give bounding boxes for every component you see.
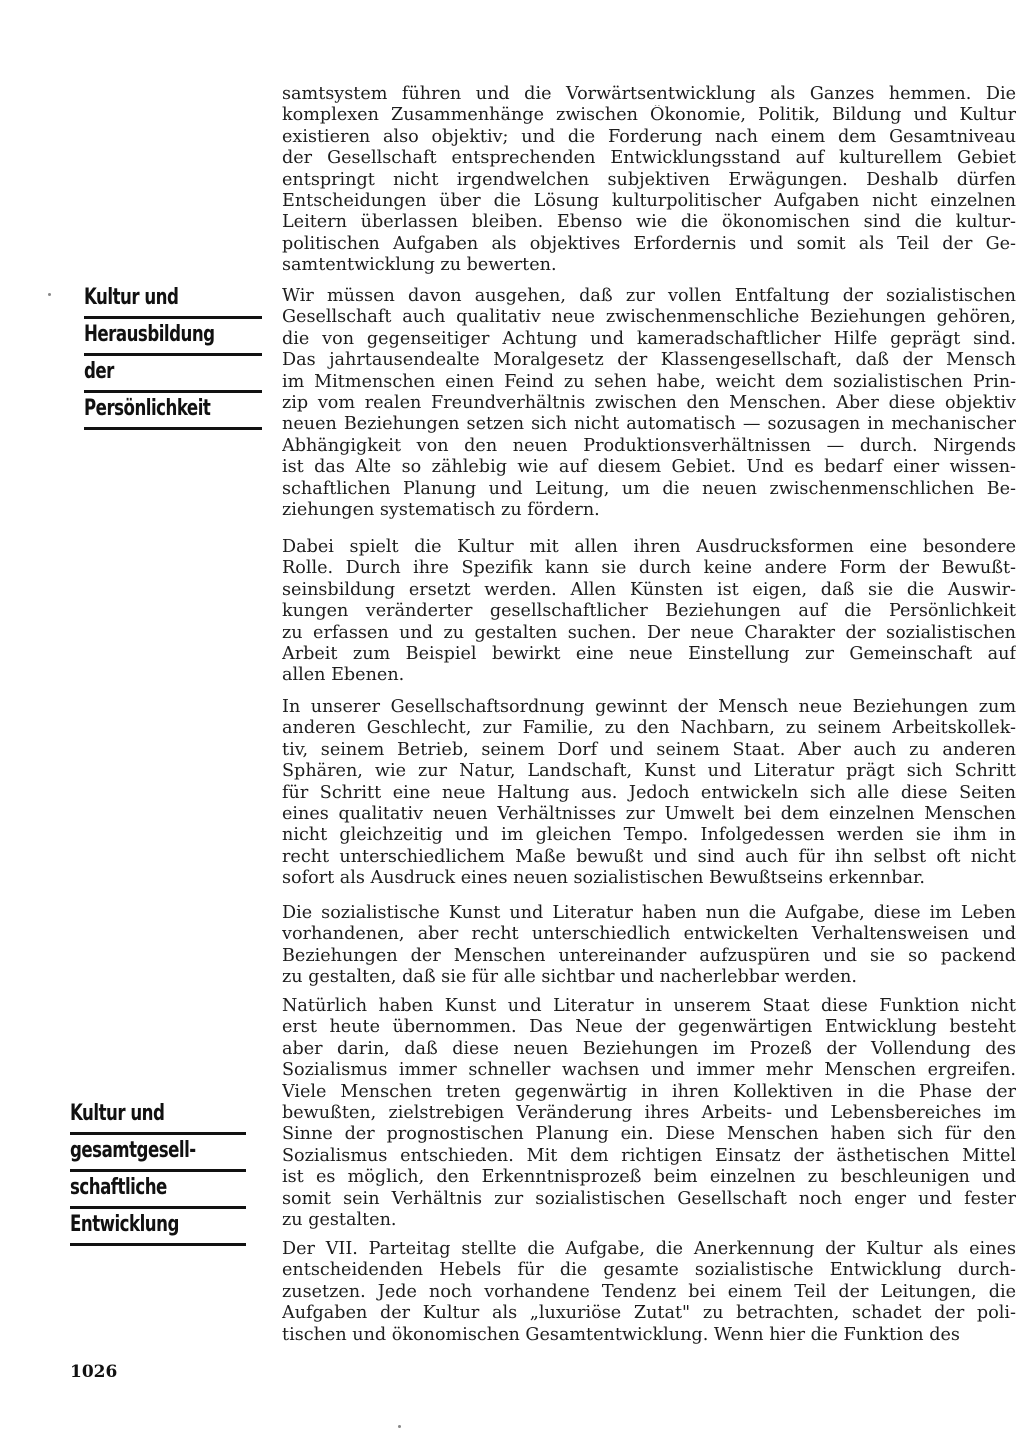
- text-line: Arbeit zum Beispiel bewirkt eine neue Einstellung zur Gemeinschaft auf: [282, 643, 1016, 664]
- page-number: 1026: [70, 1362, 118, 1382]
- text-line: Sozialismus entschieden. Mit dem richtigen Einsatz der ästhetischen Mittel: [282, 1145, 1016, 1166]
- margin-heading-line: Entwicklung: [70, 1212, 179, 1237]
- text-line: recht unterschiedlichem Maße bewußt und sind auch für ihn selbst oft nicht: [282, 846, 1016, 867]
- text-line: Wir müssen davon ausgehen, daß zur vollen Entfaltung der sozialistischen: [282, 286, 1016, 306]
- text-line: zu gestalten, daß sie für alle sichtbar und nacherlebbar werden.: [282, 967, 857, 988]
- text-line: Sphären, wie zur Natur, Landschaft, Kunst und Literatur prägt sich Schritt: [282, 761, 1016, 782]
- text-line: Abhängigkeit von den neuen Produktionsverhältnissen — durch. Nirgends: [282, 435, 1016, 456]
- margin-heading-personality: [84, 282, 262, 430]
- text-line: anderen Geschlecht, zur Familie, zu den Nachbarn, zu seinem Arbeitskollek-: [282, 718, 1016, 739]
- text-line: eines qualitativ neuen Verhältnisses zur Umwelt bei dem einzelnen Menschen: [282, 803, 1016, 824]
- text-line: allen Ebenen.: [282, 665, 405, 686]
- text-line: schaftlichen Planung und Leitung, um die neuen zwischenmenschlichen Be-: [282, 478, 1016, 499]
- text-line: Das jahrtausendealte Moralgesetz der Klassengesellschaft, daß der Mensch: [282, 350, 1016, 371]
- text-line: Rolle. Durch ihre Spezifik kann sie durch keine andere Form der Bewußt-: [282, 558, 1016, 579]
- margin-heading-line: schaftliche: [70, 1175, 167, 1200]
- text-line: In unserer Gesellschaftsordnung gewinnt der Mensch neue Beziehungen zum: [282, 697, 1016, 717]
- text-line: Sinne der prognostischen Planung ein. Diese Menschen haben sich für den: [282, 1124, 1016, 1145]
- text-line: Natürlich haben Kunst und Literatur in unserem Staat diese Funktion nicht: [282, 996, 1016, 1016]
- text-line: politischen Aufgaben als objektives Erfordernis und somit als Teil der Ge-: [282, 233, 1016, 254]
- body-paragraph: [282, 697, 1016, 890]
- text-line: Entscheidungen über die Lösung kulturpolitischer Aufgaben nicht einzelnen: [282, 190, 1016, 211]
- text-line: zip vom realen Freundverhältnis zwischen den Menschen. Aber diese objektiv: [282, 392, 1016, 413]
- body-paragraph: [282, 903, 1016, 989]
- margin-heading-line: Persönlichkeit: [84, 396, 211, 421]
- text-line: samtsystem führen und die Vorwärtsentwicklung als Ganzes hemmen. Die: [282, 84, 1016, 104]
- body-paragraph: [282, 996, 1016, 1231]
- text-line: sofort als Ausdruck eines neuen sozialistischen Bewußtseins erkennbar.: [282, 868, 926, 889]
- text-line: Beziehungen der Menschen untereinander aufzuspüren und sie so packend: [282, 945, 1016, 966]
- text-line: für Schritt eine neue Haltung aus. Jedoch entwickeln sich alle diese Seiten: [282, 782, 1016, 803]
- scan-speck: [48, 293, 51, 296]
- text-line: nicht gleichzeitig und im gleichen Tempo. Infolgedessen werden sie ihm in: [282, 825, 1016, 846]
- text-line: ist es möglich, den Erkenntnisprozeß beim einzelnen zu beschleunigen und: [282, 1167, 1016, 1188]
- text-line: Gesellschaft auch qualitativ neue zwischenmenschliche Beziehungen gehören,: [282, 307, 1016, 328]
- text-line: zusetzen. Jede noch vorhandene Tendenz bei einem Teil der Leitungen, die: [282, 1281, 1016, 1302]
- text-line: im Mitmenschen einen Feind zu sehen habe, weicht dem sozialistischen Prin-: [282, 371, 1016, 392]
- margin-heading-line: Herausbildung: [84, 322, 215, 347]
- text-line: neuen Beziehungen setzen sich nicht automatisch — sozusagen in mechanischer: [282, 414, 1016, 435]
- text-line: ist das Alte so zählebig wie auf diesem Gebiet. Und es bedarf einer wissen-: [282, 457, 1016, 478]
- text-line: entscheidenden Hebels für die gesamte sozialistische Entwicklung durch-: [282, 1260, 1016, 1281]
- text-line: entspringt nicht irgendwelchen subjektiven Erwägungen. Deshalb dürfen: [282, 169, 1016, 190]
- text-line: Viele Menschen treten gegenwärtig in ihren Kollektiven in die Phase der: [282, 1081, 1016, 1102]
- margin-heading-line: gesamtgesell-: [70, 1138, 196, 1163]
- text-line: Dabei spielt die Kultur mit allen ihren Ausdrucksformen eine besondere: [282, 537, 1016, 557]
- scan-speck: [398, 1425, 401, 1428]
- text-line: Der VII. Parteitag stellte die Aufgabe, die Anerkennung der Kultur als eines: [282, 1239, 1016, 1259]
- text-line: aber darin, daß diese neuen Beziehungen im Prozeß der Vollendung des: [282, 1038, 1016, 1059]
- margin-heading-social-development: [70, 1098, 246, 1246]
- text-line: Sozialismus immer schneller wachsen und immer mehr Menschen ergreifen.: [282, 1060, 1016, 1081]
- text-line: existieren also objektiv; und die Forderung nach einem dem Gesamtniveau: [282, 126, 1016, 147]
- text-line: tiv, seinem Betrieb, seinem Dorf und seinem Staat. Aber auch zu anderen: [282, 739, 1016, 760]
- text-line: zu erfassen und zu gestalten suchen. Der neue Charakter der sozialistischen: [282, 622, 1016, 643]
- text-line: vorhandenen, aber recht unterschiedlich entwickelten Verhaltensweisen und: [282, 924, 1016, 945]
- text-line: seinsbildung ersetzt werden. Allen Künsten ist eigen, daß sie die Auswir-: [282, 579, 1016, 600]
- text-line: erst heute übernommen. Das Neue der gegenwärtigen Entwicklung besteht: [282, 1017, 1016, 1038]
- text-line: die von gegenseitiger Achtung und kameradschaftlicher Hilfe geprägt sind.: [282, 328, 1016, 349]
- margin-heading-line: Kultur und: [84, 285, 179, 310]
- body-paragraph: [282, 1239, 1016, 1346]
- text-line: Leitern überlassen bleiben. Ebenso wie die ökonomischen sind die kultur-: [282, 212, 1016, 233]
- text-line: der Gesellschaft entsprechenden Entwicklungsstand auf kulturellem Gebiet: [282, 148, 1016, 169]
- text-line: samtentwicklung zu bewerten.: [282, 255, 557, 276]
- text-line: tischen und ökonomischen Gesamtentwicklung. Wenn hier die Funktion des: [282, 1324, 960, 1345]
- text-line: Die sozialistische Kunst und Literatur haben nun die Aufgabe, diese im Leben: [282, 903, 1016, 923]
- text-line: bewußten, zielstrebigen Veränderung ihres Arbeits- und Lebensbereiches im: [282, 1102, 1016, 1123]
- text-line: somit sein Verhältnis zur sozialistischen Gesellschaft noch enger und fester: [282, 1188, 1016, 1209]
- body-paragraph: [282, 84, 1016, 277]
- text-line: ziehungen systematisch zu fördern.: [282, 499, 600, 520]
- text-line: zu gestalten.: [282, 1209, 397, 1230]
- margin-heading-line: Kultur und: [70, 1101, 165, 1126]
- text-line: kungen veränderter gesellschaftlicher Beziehungen auf die Persönlichkeit: [282, 601, 1016, 622]
- body-paragraph: [282, 286, 1016, 521]
- body-paragraph: [282, 537, 1016, 687]
- text-line: Aufgaben der Kultur als „luxuriöse Zutat" zu betrachten, schadet der poli-: [282, 1303, 1016, 1324]
- margin-heading-line: der: [84, 359, 114, 384]
- text-line: komplexen Zusammenhänge zwischen Ökonomie, Politik, Bildung und Kultur: [282, 105, 1016, 126]
